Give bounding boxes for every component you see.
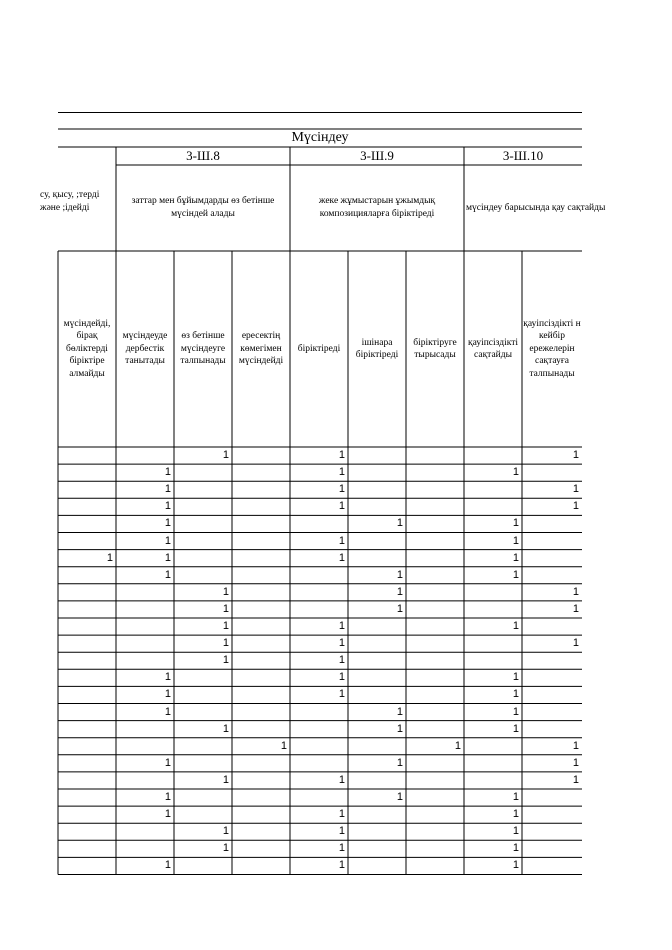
table-cell: 1 bbox=[512, 825, 519, 838]
sheet-title: Мүсіндеу bbox=[291, 130, 349, 145]
table-cell: 1 bbox=[572, 773, 579, 786]
group-code: 3-Ш.8 bbox=[186, 148, 220, 163]
table-cell: 1 bbox=[572, 449, 579, 461]
table-cell: 1 bbox=[338, 500, 345, 513]
table-cell: 1 bbox=[572, 483, 579, 496]
table-cell: 1 bbox=[512, 791, 519, 803]
table-cell: 1 bbox=[222, 620, 229, 632]
table-cell: 1 bbox=[164, 466, 171, 479]
group-description: мүсіндеу барысында қау сақтайды bbox=[466, 202, 606, 213]
table-cell: 1 bbox=[396, 722, 403, 735]
table-cell: 1 bbox=[396, 756, 403, 769]
table-cell: 1 bbox=[164, 756, 171, 769]
table-cell: 1 bbox=[222, 449, 229, 461]
table-cell: 1 bbox=[164, 568, 171, 581]
table-cell: 1 bbox=[572, 585, 579, 598]
table-cell: 1 bbox=[512, 517, 519, 530]
table-cell: 1 bbox=[164, 671, 171, 684]
table-cell: 1 bbox=[512, 808, 519, 821]
table-cell: 1 bbox=[222, 585, 229, 598]
table-cell: 1 bbox=[338, 671, 345, 684]
table-cell: 1 bbox=[512, 705, 519, 718]
table-cell: 1 bbox=[222, 637, 229, 650]
group-description: жеке жұмыстарын ұжымдық композицияларға біріктіреді bbox=[318, 196, 436, 219]
table-cell: 1 bbox=[512, 671, 519, 684]
table-cell: 1 bbox=[338, 825, 345, 838]
table-cell: 1 bbox=[512, 534, 519, 547]
table-cell: 1 bbox=[396, 517, 403, 530]
table-cell: 1 bbox=[512, 722, 519, 735]
table-cell: 1 bbox=[164, 791, 171, 803]
subcolumn-header: ересектің көмегімен мүсіндейді bbox=[238, 331, 284, 367]
subcolumn-header: біріктіруге тырысады bbox=[413, 337, 457, 360]
table-cell: 1 bbox=[338, 688, 345, 701]
subcolumn-header: өз бетінше мүсіндеуге талпынады bbox=[180, 331, 226, 367]
table-cell: 1 bbox=[572, 756, 579, 769]
table-cell: 1 bbox=[572, 637, 579, 650]
table-cell: 1 bbox=[164, 859, 171, 872]
table-cell: 1 bbox=[338, 654, 345, 667]
subcolumn-header: мүсіндейді, бірақ бөліктерді біріктіре алмайды bbox=[63, 318, 111, 379]
table-cell: 1 bbox=[164, 500, 171, 513]
table-cell: 1 bbox=[338, 842, 345, 855]
subcolumn-header: мүсіндеуде дербестік танытады bbox=[122, 331, 168, 367]
table-cell: 1 bbox=[396, 791, 403, 803]
table-cell: 1 bbox=[338, 620, 345, 632]
table-cell: 1 bbox=[572, 602, 579, 615]
table-cell: 1 bbox=[338, 466, 345, 479]
table-cell: 1 bbox=[164, 808, 171, 821]
group-description: су, қысу, ;терді және ;ідейді bbox=[40, 190, 100, 213]
table-cell: 1 bbox=[512, 620, 519, 632]
table-cell: 1 bbox=[222, 654, 229, 667]
table-cell: 1 bbox=[164, 483, 171, 496]
table-cell: 1 bbox=[164, 551, 171, 564]
table-cell: 1 bbox=[222, 842, 229, 855]
table-cell: 1 bbox=[512, 842, 519, 855]
table-cell: 1 bbox=[164, 517, 171, 530]
table-cell: 1 bbox=[338, 773, 345, 786]
table-cell: 1 bbox=[164, 534, 171, 547]
subcolumn-header: біріктіреді bbox=[297, 343, 341, 354]
subcolumn-header: ішінара біріктіреді bbox=[355, 337, 399, 360]
table-cell: 1 bbox=[396, 602, 403, 615]
table-cell: 1 bbox=[454, 739, 461, 752]
table-cell: 1 bbox=[222, 602, 229, 615]
table-cell: 1 bbox=[396, 705, 403, 718]
table-cell: 1 bbox=[572, 739, 579, 752]
table-cell: 1 bbox=[164, 705, 171, 718]
table-cell: 1 bbox=[222, 825, 229, 838]
table-cell: 1 bbox=[512, 859, 519, 872]
table-cell: 1 bbox=[338, 859, 345, 872]
table-cell: 1 bbox=[106, 551, 113, 564]
table-cell: 1 bbox=[396, 585, 403, 598]
table-cell: 1 bbox=[338, 449, 345, 461]
table-cell: 1 bbox=[338, 483, 345, 496]
group-code: 3-Ш.10 bbox=[502, 148, 544, 163]
table-cell: 1 bbox=[338, 551, 345, 564]
table-cell: 1 bbox=[338, 534, 345, 547]
table-cell: 1 bbox=[222, 773, 229, 786]
group-description: заттар мен бұйымдарды өз бетінше мүсіндей алады bbox=[131, 196, 275, 219]
table-cell: 1 bbox=[396, 568, 403, 581]
table-cell: 1 bbox=[338, 808, 345, 821]
table-cell: 1 bbox=[280, 739, 287, 752]
group-code: 3-Ш.9 bbox=[360, 148, 394, 163]
table-cell: 1 bbox=[338, 637, 345, 650]
table-cell: 1 bbox=[512, 688, 519, 701]
table-cell: 1 bbox=[572, 500, 579, 513]
table-cell: 1 bbox=[222, 722, 229, 735]
table-cell: 1 bbox=[512, 551, 519, 564]
table-cell: 1 bbox=[512, 466, 519, 479]
table-cell: 1 bbox=[512, 568, 519, 581]
subcolumn-header: қауіпсіздікті сақтайды bbox=[467, 337, 518, 360]
subcolumn-header: қауіпсіздікті н кейбір ережелерін сақтауға талпынады bbox=[523, 318, 581, 379]
table-cell: 1 bbox=[164, 688, 171, 701]
